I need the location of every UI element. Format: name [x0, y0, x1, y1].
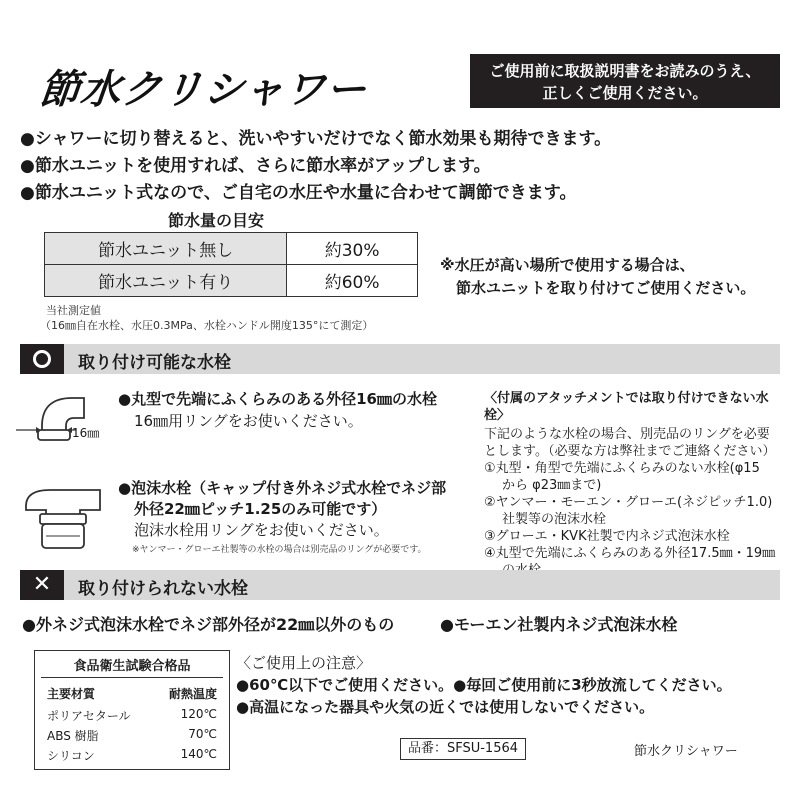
attachment-item: ①丸型・角型で先端にふくらみのない水栓(φ15: [484, 461, 760, 476]
fittable-item-round: [118, 388, 437, 432]
guide-row-value: 約30%: [287, 233, 418, 265]
column-heat: 耐熱温度: [168, 687, 217, 701]
not-fittable-item: ●モーエン社製内ネジ式泡沫水栓: [440, 615, 678, 634]
guide-row: [45, 265, 418, 297]
fittable-fine-print: ※ヤンマー・グローエ社製等の水栓の場合は別売品のリングが必要です。: [132, 545, 427, 555]
product-title: 節水クリシャワー: [37, 67, 370, 113]
attachment-item: ②ヤンマー・モーエン・グローエ(ネジピッチ1.0): [484, 495, 773, 510]
attachment-item: から φ23㎜まで): [502, 478, 602, 493]
measure-note-line: （16㎜自在水栓、水圧0.3MPa、水栓ハンドル開度135°にて測定）: [40, 319, 374, 332]
material-temp: 120℃: [180, 707, 217, 721]
usage-caution: [236, 652, 732, 718]
food-test-box: [34, 650, 230, 770]
fittable-item-desc: 16㎜用リングをお使いください。: [134, 412, 363, 430]
fittable-item-title: 外径22㎜ピッチ1.25のみ可能です）: [134, 500, 387, 518]
feature-list: [20, 126, 611, 207]
not-fittable-section-title: 取り付けられない水栓: [78, 579, 248, 599]
feature-item: ●節水ユニットを使用すれば、さらに節水率がアップします。: [20, 156, 491, 176]
caution-line: ●60℃以下でご使用ください。●毎回ご使用前に3秒放流してください。: [236, 676, 732, 694]
attachment-exceptions: [484, 390, 784, 579]
caution-title: 〈ご使用上の注意〉: [236, 654, 372, 672]
material-temp: 140℃: [180, 747, 217, 761]
material-name: ABS 樹脂: [47, 729, 99, 743]
measure-note-line: 当社測定値: [46, 304, 101, 317]
attachment-item: 社製等の泡沫水栓: [502, 512, 607, 527]
circle-mark-icon: [20, 344, 64, 374]
cross-mark-icon: ✕: [20, 570, 64, 600]
divider: [41, 677, 223, 678]
attachment-item: ④丸型で先端にふくらみのある外径17.5㎜・19㎜: [484, 546, 776, 561]
not-fittable-item: ●外ネジ式泡沫水栓でネジ部外径が22㎜以外のもの: [22, 615, 395, 634]
guide-row-value: 約60%: [287, 265, 418, 297]
guide-row: [45, 233, 418, 265]
fittable-item-desc: 泡沫水栓用リングをお使いください。: [134, 521, 389, 539]
column-material: 主要材質: [47, 687, 96, 701]
fittable-item-title: ●丸型で先端にふくらみのある外径16㎜の水栓: [118, 390, 437, 408]
material-temp: 70℃: [188, 727, 217, 741]
food-test-row: [47, 727, 217, 743]
guide-row-label: 節水ユニット有り: [45, 265, 287, 297]
fittable-section-header: [20, 344, 780, 374]
notice-line-2: 正しくご使用ください。: [542, 84, 708, 102]
product-name-footer: 節水クリシャワー: [634, 744, 738, 759]
food-test-title: 食品衛生試験合格品: [73, 659, 191, 674]
fittable-item-title: ●泡沫水栓（キャップ付き外ネジ式水栓でネジ部: [118, 479, 447, 497]
feature-item: ●節水ユニット式なので、ご自宅の水圧や水量に合わせて調節できます。: [20, 183, 577, 203]
feature-item: ●シャワーに切り替えると、洗いやすいだけでなく節水効果も期待できます。: [20, 129, 612, 149]
pressure-note-line: 節水ユニットを取り付けてご使用ください。: [456, 279, 756, 297]
notice-line-1: ご使用前に取扱説明書をお読みのうえ、: [489, 62, 761, 80]
attachment-item: ③グローエ・KVK社製で内ネジ式泡沫水栓: [484, 529, 730, 544]
dimension-label: 16㎜: [72, 426, 100, 440]
food-test-header-row: [47, 685, 217, 701]
material-name: シリコン: [47, 749, 95, 763]
material-name: ポリアセタール: [47, 709, 131, 723]
food-test-row: [47, 747, 217, 763]
guide-title: 節水量の目安: [168, 211, 265, 230]
caution-line: ●高温になった器具や火気の近くでは使用しないでください。: [236, 698, 655, 716]
fittable-item-aerator: [118, 478, 446, 541]
not-fittable-section-header: [20, 570, 780, 600]
attachment-intro: とします。（必要な方は弊社までご連絡ください）: [484, 444, 776, 459]
attachment-title: 〈付属のアタッチメントでは取り付けできない水栓〉: [484, 391, 769, 423]
part-number: 品番：SFSU-1564: [400, 738, 526, 760]
measure-note: [40, 303, 373, 333]
food-test-row: [47, 707, 217, 723]
fittable-section-title: 取り付け可能な水栓: [78, 353, 231, 373]
guide-row-label: 節水ユニット無し: [45, 233, 287, 265]
attachment-intro: 下記のような水栓の場合、別売品のリングを必要: [484, 427, 770, 442]
aerator-faucet-illustration: [20, 478, 120, 558]
notice-box: [470, 54, 780, 108]
guide-table: [44, 232, 418, 297]
pressure-note-line: ※水圧が高い場所で使用する場合は、: [440, 256, 695, 274]
pressure-note: [440, 254, 755, 300]
